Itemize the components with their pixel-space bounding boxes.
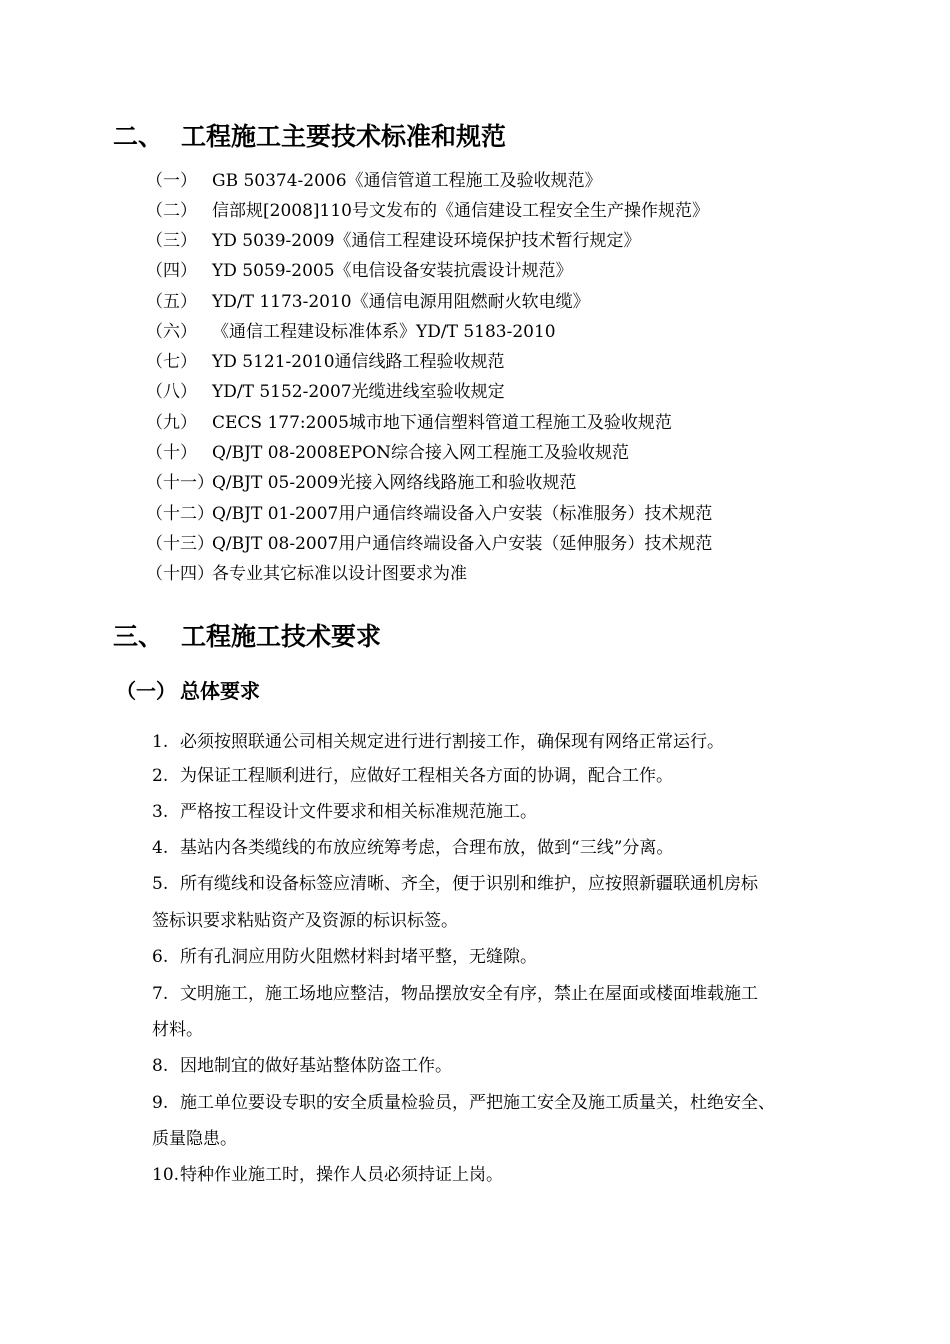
list-item: （十） Q/BJT 08-2008EPON综合接入网工程施工及验收规范 bbox=[146, 443, 630, 463]
list-item: （七） YD 5121-2010通信线路工程验收规范 bbox=[146, 352, 505, 372]
requirement-line: 10.特种作业施工时，操作人员必须持证上岗。 bbox=[152, 1165, 503, 1185]
list-item: （九） CECS 177:2005城市地下通信塑料管道工程施工及验收规范 bbox=[146, 413, 672, 433]
requirement-line: 8. 因地制宜的做好基站整体防盗工作。 bbox=[152, 1056, 452, 1076]
requirement-line: 1. 必须按照联通公司相关规定进行进行割接工作，确保现有网络正常运行。 bbox=[152, 732, 724, 752]
requirement-line: 3. 严格按工程设计文件要求和相关标准规范施工。 bbox=[152, 802, 537, 822]
list-item: （六） 《通信工程建设标准体系》YD/T 5183-2010 bbox=[146, 322, 556, 342]
list-item: （十四）各专业其它标准以设计图要求为准 bbox=[146, 564, 467, 584]
requirement-line-continued: 质量隐患。 bbox=[152, 1129, 237, 1149]
list-item: （一） GB 50374-2006《通信管道工程施工及验收规范》 bbox=[146, 171, 602, 191]
list-item: （八） YD/T 5152-2007光缆进线室验收规定 bbox=[146, 382, 505, 402]
section-number: 二、 bbox=[113, 122, 164, 151]
list-item: （五） YD/T 1173-2010《通信电源用阻燃耐火软电缆》 bbox=[146, 292, 590, 312]
requirement-line: 9. 施工单位要设专职的安全质量检验员，严把施工安全及施工质量关，杜绝安全、 bbox=[152, 1093, 775, 1113]
requirement-line: 7. 文明施工，施工场地应整洁，物品摆放安全有序，禁止在屋面或楼面堆载施工 bbox=[152, 984, 758, 1004]
list-item: （二） 信部规[2008]110号文发布的《通信建设工程安全生产操作规范》 bbox=[146, 201, 709, 221]
requirement-line: 2. 为保证工程顺利进行，应做好工程相关各方面的协调，配合工作。 bbox=[152, 766, 673, 786]
subsection-number: （一） bbox=[116, 679, 176, 703]
requirement-line: 5. 所有缆线和设备标签应清晰、齐全，便于识别和维护，应按照新疆联通机房标 bbox=[152, 874, 758, 894]
subsection-heading bbox=[116, 678, 260, 704]
section-number: 三、 bbox=[113, 622, 164, 651]
list-item: （十二）Q/BJT 01-2007用户通信终端设备入户安装（标准服务）技术规范 bbox=[146, 504, 713, 524]
list-item: （十一）Q/BJT 05-2009光接入网络线路施工和验收规范 bbox=[146, 473, 577, 493]
requirement-line-continued: 签标识要求粘贴资产及资源的标识标签。 bbox=[152, 911, 458, 931]
section-3-heading bbox=[113, 622, 381, 652]
requirement-line-continued: 材料。 bbox=[152, 1020, 203, 1040]
subsection-title: 总体要求 bbox=[180, 679, 260, 703]
list-item: （三） YD 5039-2009《通信工程建设环境保护技术暂行规定》 bbox=[146, 231, 641, 251]
section-title: 工程施工技术要求 bbox=[181, 622, 382, 651]
list-item: （十三）Q/BJT 08-2007用户通信终端设备入户安装（延伸服务）技术规范 bbox=[146, 534, 713, 554]
requirement-line: 4. 基站内各类缆线的布放应统筹考虑，合理布放，做到“三线”分离。 bbox=[152, 838, 674, 858]
section-2-heading bbox=[113, 122, 506, 152]
list-item: （四） YD 5059-2005《电信设备安装抗震设计规范》 bbox=[146, 261, 573, 281]
requirement-line: 6. 所有孔洞应用防火阻燃材料封堵平整，无缝隙。 bbox=[152, 947, 537, 967]
section-title: 工程施工主要技术标准和规范 bbox=[181, 122, 507, 151]
